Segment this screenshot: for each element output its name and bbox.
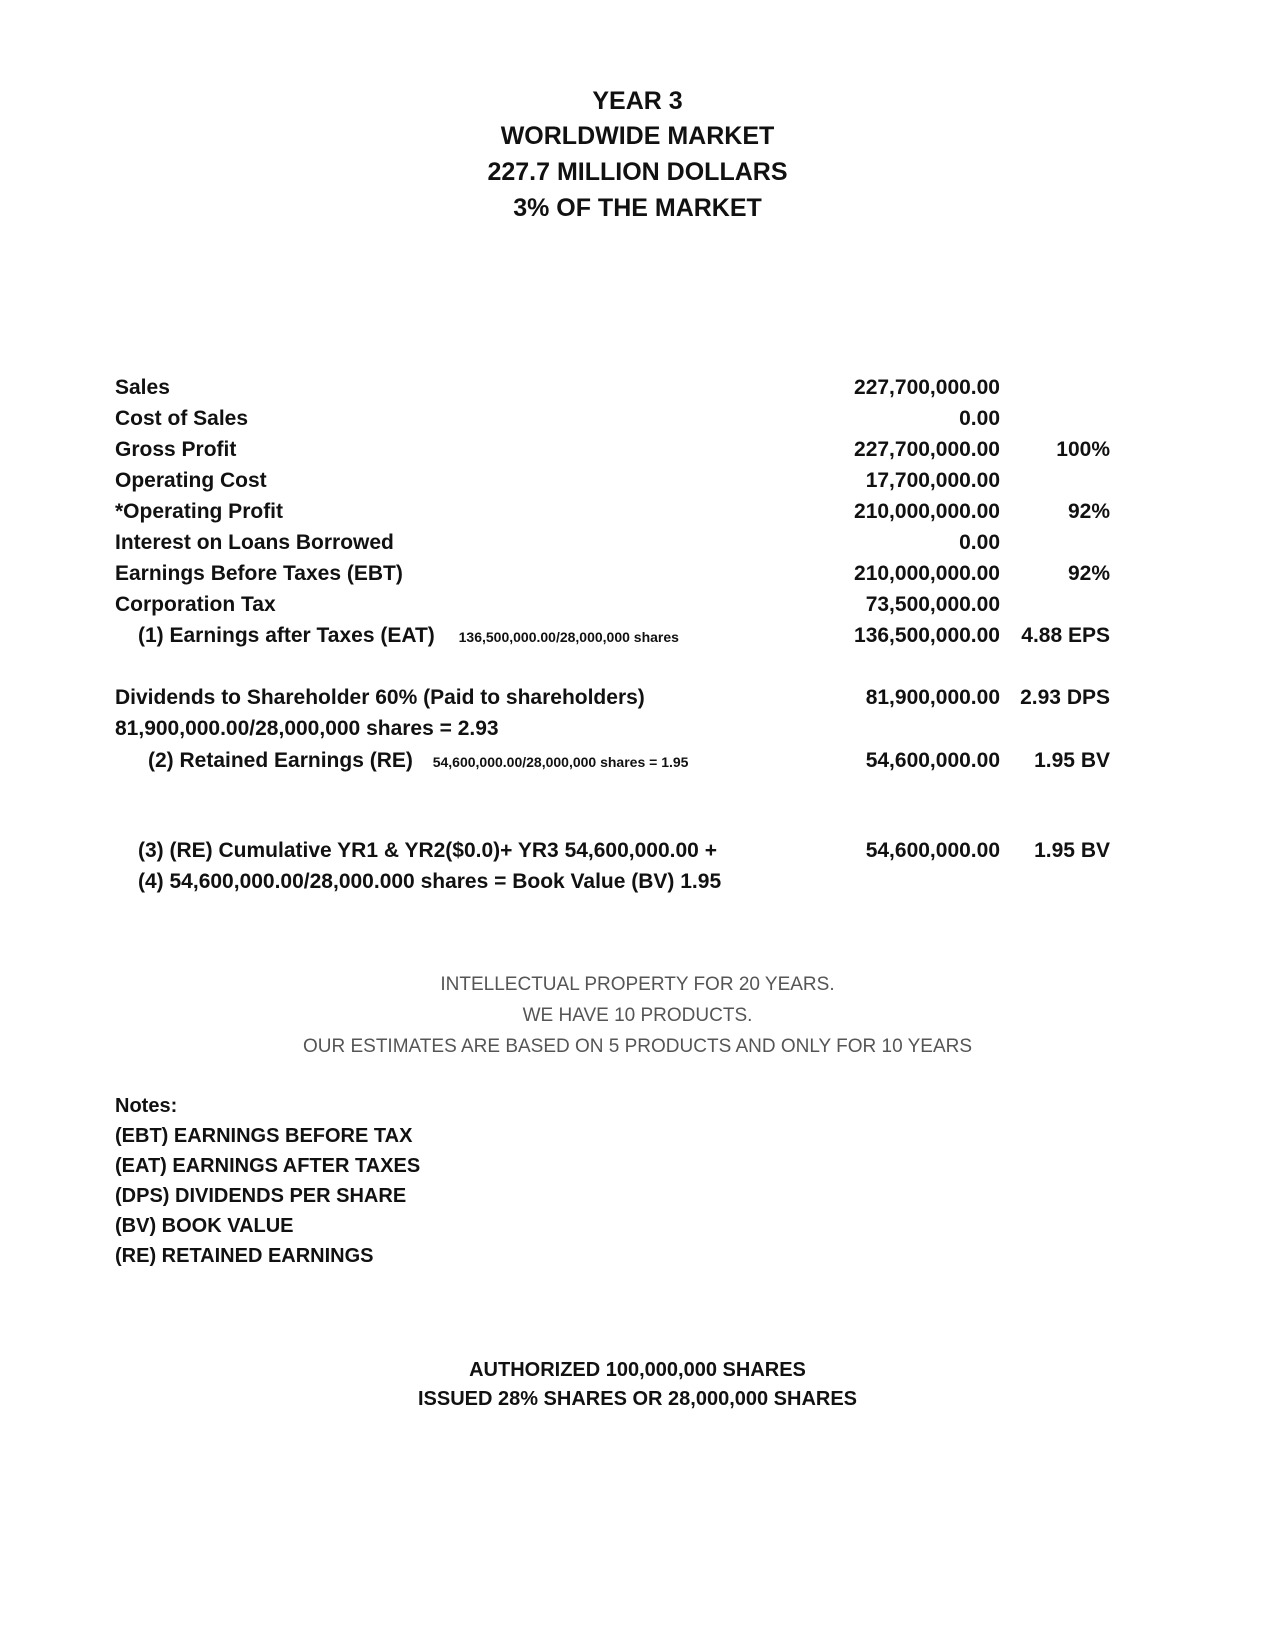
- note-item: (DPS) DIVIDENDS PER SHARE: [115, 1185, 407, 1207]
- gross-profit-pct: 100%: [1056, 438, 1110, 461]
- header-market-size: 227.7 MILLION DOLLARS: [487, 158, 788, 186]
- eat-note: 136,500,000.00/28,000,000 shares: [458, 629, 679, 645]
- eat-amount: 136,500,000.00: [854, 624, 1000, 647]
- cost-of-sales-amount: 0.00: [959, 407, 1000, 430]
- operating-cost-amount: 17,700,000.00: [865, 469, 1000, 492]
- ebt-amount: 210,000,000.00: [854, 562, 1000, 585]
- eat-label: [138, 621, 679, 652]
- corp-tax-amount: 73,500,000.00: [865, 593, 1000, 616]
- eat-eps: 4.88 EPS: [1021, 624, 1110, 647]
- header-year: YEAR 3: [592, 87, 683, 115]
- issued-shares: ISSUED 28% SHARES OR 28,000,000 SHARES: [417, 1388, 858, 1410]
- dividends-label: Dividends to Shareholder 60% (Paid to shareholders): [115, 686, 645, 709]
- operating-profit-pct: 92%: [1067, 500, 1110, 523]
- note-item: (RE) RETAINED EARNINGS: [115, 1245, 374, 1267]
- notes-title: Notes:: [115, 1095, 178, 1117]
- interest-amount: 0.00: [959, 531, 1000, 554]
- sales-label: Sales: [115, 376, 170, 399]
- ebt-label: Earnings Before Taxes (EBT): [115, 562, 403, 585]
- cumulative-amount: 54,600,000.00: [865, 839, 1000, 862]
- authorized-shares: AUTHORIZED 100,000,000 SHARES: [469, 1359, 806, 1381]
- retained-label-text: (2) Retained Earnings (RE): [148, 749, 413, 772]
- ip-note-3: OUR ESTIMATES ARE BASED ON 5 PRODUCTS AND ONLY FOR 10 YEARS: [302, 1036, 973, 1057]
- retained-label: [148, 746, 688, 777]
- note-item: (EBT) EARNINGS BEFORE TAX: [115, 1125, 413, 1147]
- cost-of-sales-label: Cost of Sales: [115, 407, 249, 430]
- ebt-pct: 92%: [1067, 562, 1110, 585]
- sales-amount: 227,700,000.00: [854, 376, 1000, 399]
- dividends-calc: 81,900,000.00/28,000,000 shares = 2.93: [115, 717, 499, 740]
- interest-label: Interest on Loans Borrowed: [115, 531, 394, 554]
- cumulative-line1: (3) (RE) Cumulative YR1 & YR2($0.0)+ YR3 54,600,000.00 +: [138, 839, 717, 862]
- note-item: (EAT) EARNINGS AFTER TAXES: [115, 1155, 421, 1177]
- dividends-amount: 81,900,000.00: [865, 686, 1000, 709]
- operating-profit-amount: 210,000,000.00: [854, 500, 1000, 523]
- retained-amount: 54,600,000.00: [865, 749, 1000, 772]
- dividends-dps: 2.93 DPS: [1020, 686, 1110, 709]
- operating-cost-label: Operating Cost: [115, 469, 267, 492]
- cumulative-bv: 1.95 BV: [1034, 839, 1110, 862]
- eat-label-text: (1) Earnings after Taxes (EAT): [138, 624, 435, 647]
- corp-tax-label: Corporation Tax: [115, 593, 276, 616]
- gross-profit-amount: 227,700,000.00: [854, 438, 1000, 461]
- cumulative-line2: (4) 54,600,000.00/28,000.000 shares = Book Value (BV) 1.95: [138, 870, 722, 893]
- ip-note-2: WE HAVE 10 PRODUCTS.: [522, 1005, 753, 1026]
- retained-note: 54,600,000.00/28,000,000 shares = 1.95: [432, 754, 689, 770]
- operating-profit-label: *Operating Profit: [115, 500, 284, 523]
- header-market-share: 3% OF THE MARKET: [513, 194, 762, 222]
- ip-note-1: INTELLECTUAL PROPERTY FOR 20 YEARS.: [440, 974, 835, 995]
- retained-bv: 1.95 BV: [1034, 749, 1110, 772]
- note-item: (BV) BOOK VALUE: [115, 1215, 294, 1237]
- gross-profit-label: Gross Profit: [115, 438, 237, 461]
- header-market: WORLDWIDE MARKET: [500, 122, 775, 150]
